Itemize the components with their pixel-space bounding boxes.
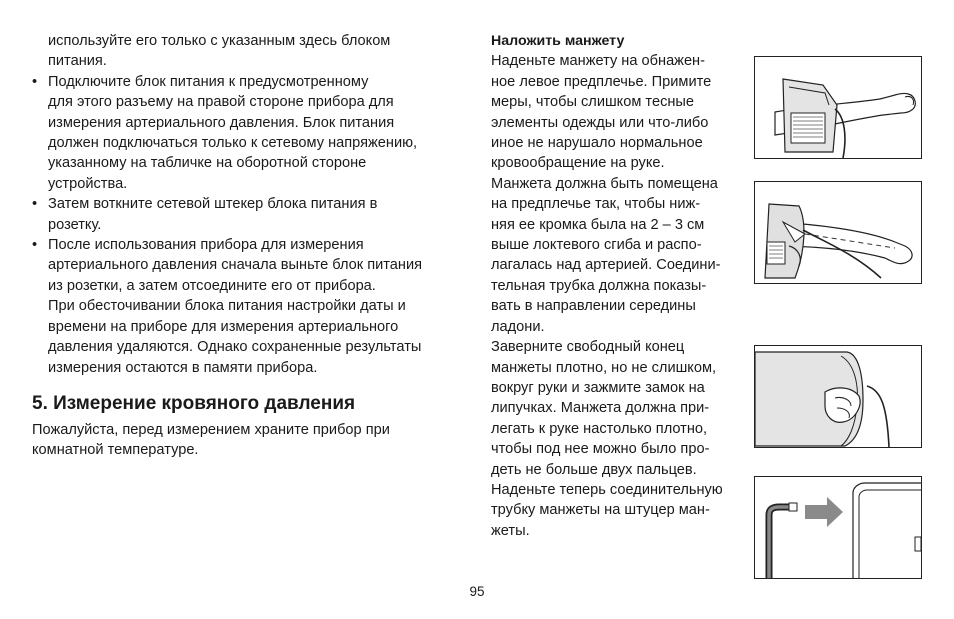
cuff-position-illustration	[755, 182, 921, 283]
left-column	[32, 31, 472, 461]
page-number: 95	[469, 584, 485, 599]
section-heading: 5. Измерение кровяного давления	[32, 392, 356, 414]
figure-cuff-on-arm	[754, 56, 922, 159]
paragraph-put-on-cuff: Наденьте манжету на обнажен- ное левое предплечье. Примите меры, чтобы слишком тесные элементы одежды или что-либо иное не нарушало нормальное кровообращение на руке.	[491, 53, 712, 172]
wrap-cuff-illustration	[755, 346, 921, 447]
bullet-item-plug-in: • Затем воткните сетевой штекер блока питания в розетку.	[32, 194, 472, 235]
paragraph-cuff-position: Манжета должна быть помещена на предплечье так, чтобы ниж- няя ее кромка была на 2 – 3 см выше локтевого сгиба и распо- лагалась над артерией. Соедини- тельная трубка должна показы- вать в направлении середины ладони.	[491, 175, 721, 335]
arrow-right-icon	[805, 497, 843, 527]
figure-wrap-cuff	[754, 345, 922, 448]
figure-cuff-position	[754, 181, 922, 284]
continued-text: используйте его только с указанным здесь блоком питания.	[48, 33, 391, 70]
tube-connector-illustration	[755, 477, 921, 578]
bullet-item-power-connect: • Подключите блок питания к предусмотренному для этого разъему на правой стороне прибора для измерения артериального давления. Блок питания должен подключаться только к сетевому напряжению, указанному на табличке на оборотной стороне устройства.	[32, 72, 472, 194]
figure-connect-tube	[754, 476, 922, 579]
paragraph-connect-tube: Наденьте теперь соединительную трубку манжеты на штуцер ман- жеты.	[491, 481, 723, 539]
arm-with-cuff-illustration	[755, 57, 921, 158]
bullet-item-after-use: • После использования прибора для измерения артериального давления сначала выньте блок питания из розетки, а затем отсоедините его от прибора. При обесточивании блока питания настройки даты и времени на приборе для измерения артериального давления удаляются. Однако сохраненные результаты измерения остаются в памяти прибора.	[32, 235, 472, 378]
subheading: Наложить манжету	[491, 33, 625, 49]
right-column	[491, 31, 749, 541]
section-intro: Пожалуйста, перед измерением храните прибор при комнатной температуре.	[32, 421, 390, 459]
paragraph-wrap-cuff: Заверните свободный конец манжеты плотно, но не слишком, вокруг руки и зажмите замок на липучках. Манжета должна при- легать к руке настолько плотно, чтобы под нее можно было про- деть не больше двух пальцев.	[491, 339, 717, 478]
